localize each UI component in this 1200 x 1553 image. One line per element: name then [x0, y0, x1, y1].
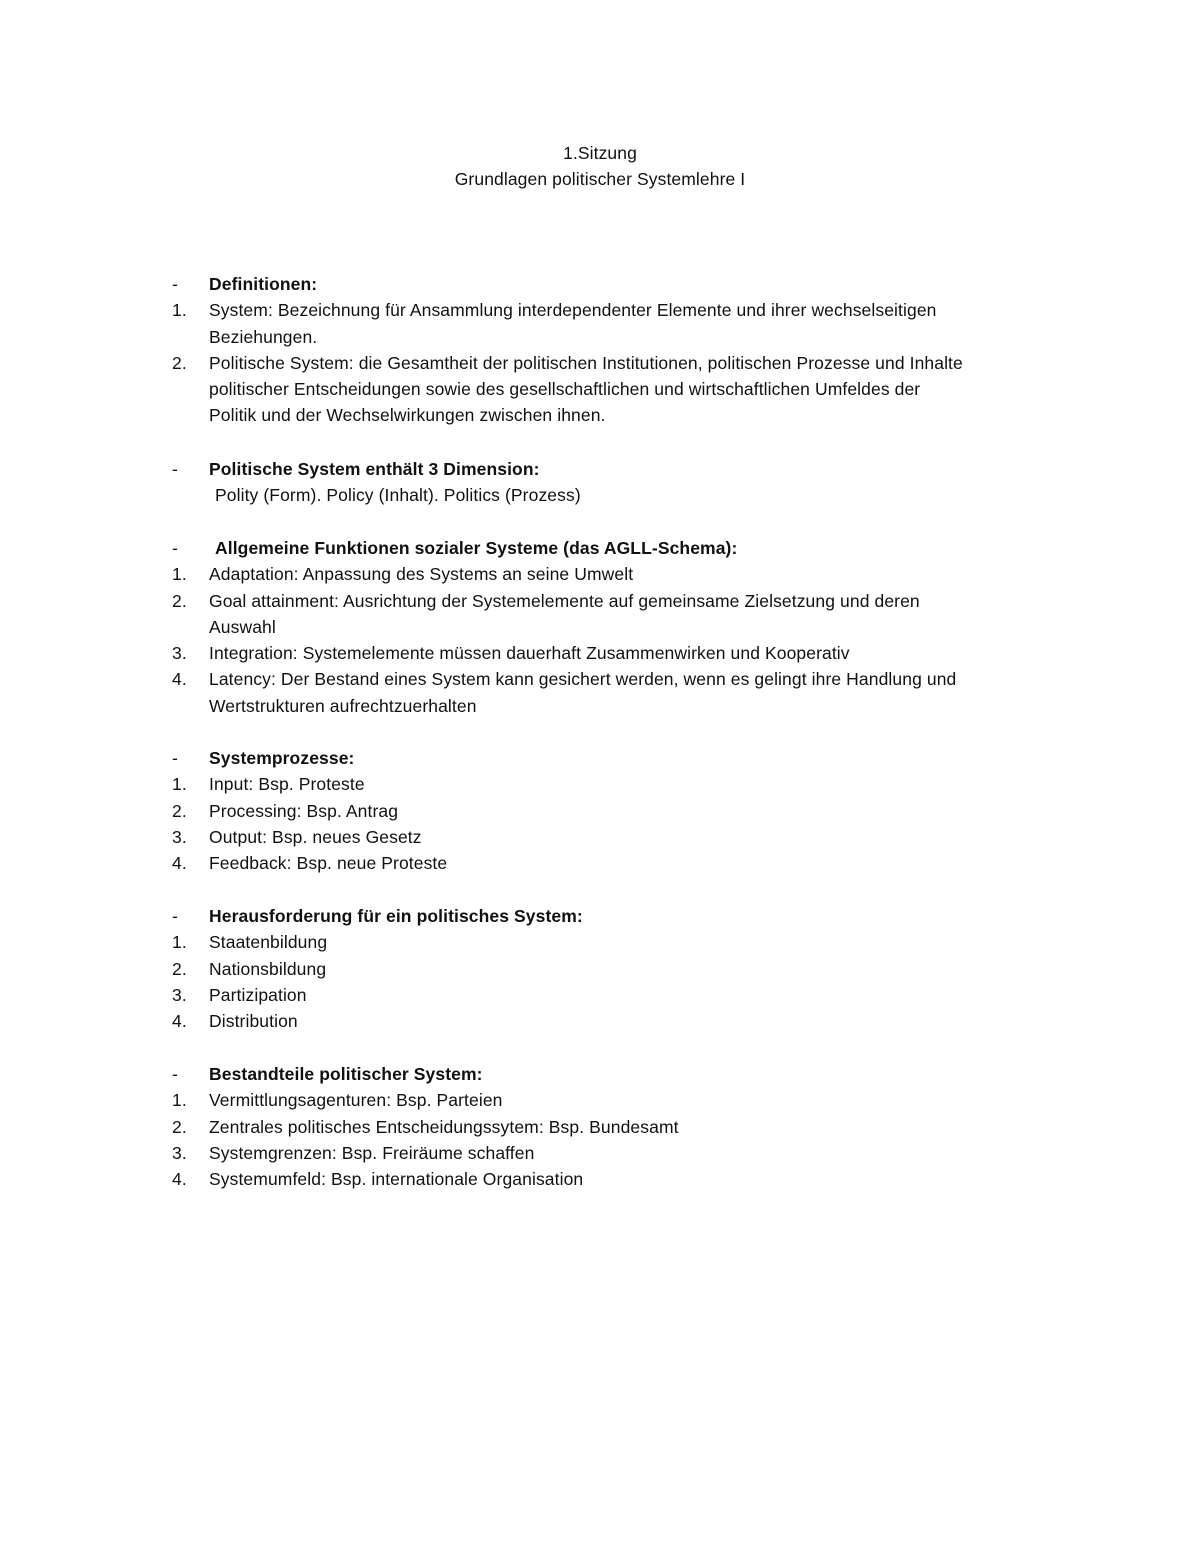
- list-item-text: Feedback: Bsp. neue Proteste: [209, 853, 448, 874]
- list-item-text: Partizipation: [209, 984, 307, 1005]
- section-heading-row: [0, 1061, 1200, 1087]
- list-item-text: Zentrales politisches Entscheidungssytem: Bsp. Bundesamt: [209, 1116, 679, 1137]
- list-number: 3.: [172, 1142, 187, 1163]
- list-item: [0, 1140, 1200, 1166]
- list-number: 2.: [172, 1116, 187, 1137]
- list-item-text: Adaptation: Anpassung des Systems an seine Umwelt: [209, 564, 634, 585]
- list-item: [0, 561, 1200, 587]
- section-heading-row: [0, 271, 1200, 297]
- dimensions-text: Polity (Form). Policy (Inhalt). Politics (Prozess): [215, 485, 581, 506]
- list-item: [0, 1166, 1200, 1192]
- list-item-text: Beziehungen.: [209, 326, 318, 347]
- list-item-text: Auswahl: [209, 616, 276, 637]
- list-item-continuation: [0, 324, 1200, 350]
- list-number: 4.: [172, 669, 187, 690]
- list-number: 2.: [172, 590, 187, 611]
- list-item: [0, 1087, 1200, 1113]
- list-item-text: Staatenbildung: [209, 932, 328, 953]
- list-item-text: Output: Bsp. neues Gesetz: [209, 826, 422, 847]
- list-item: [0, 956, 1200, 982]
- list-number: 1.: [172, 774, 187, 795]
- list-item: [0, 588, 1200, 614]
- list-item-text: politischer Entscheidungen sowie des gesellschaftlichen und wirtschaftlichen Umfeldes der: [209, 379, 921, 400]
- section-heading-row: [0, 535, 1200, 561]
- section-systemprozesse: [0, 745, 1200, 876]
- list-item-text: Politik und der Wechselwirkungen zwischen ihnen.: [209, 405, 606, 426]
- dash-bullet: -: [172, 538, 178, 558]
- dash-bullet: -: [172, 906, 178, 926]
- section-heading: Bestandteile politischer System:: [209, 1064, 483, 1084]
- section-heading-row: [0, 745, 1200, 771]
- list-number: 3.: [172, 826, 187, 847]
- list-number: 1.: [172, 932, 187, 953]
- list-item-text: Systemumfeld: Bsp. internationale Organisation: [209, 1169, 584, 1190]
- list-item-continuation: [0, 402, 1200, 428]
- dimensions-line: [0, 482, 1200, 508]
- list-number: 4.: [172, 1011, 187, 1032]
- list-item-continuation: [0, 376, 1200, 402]
- list-item: [0, 850, 1200, 876]
- list-item: [0, 1008, 1200, 1034]
- list-item-text: Systemgrenzen: Bsp. Freiräume schaffen: [209, 1142, 535, 1163]
- list-number: 4.: [172, 1169, 187, 1190]
- list-item: [0, 798, 1200, 824]
- list-item-text: Latency: Der Bestand eines System kann gesichert werden, wenn es gelingt ihre Handlung und: [209, 669, 957, 690]
- section-heading-row: [0, 456, 1200, 482]
- list-item-continuation: [0, 693, 1200, 719]
- dash-bullet: -: [172, 274, 178, 294]
- section-herausforderung: [0, 903, 1200, 1034]
- section-bestandteile: [0, 1061, 1200, 1192]
- list-item-text: Nationsbildung: [209, 958, 327, 979]
- section-heading: Systemprozesse:: [209, 748, 355, 768]
- list-item: [0, 982, 1200, 1008]
- dash-bullet: -: [172, 1064, 178, 1084]
- list-item: [0, 350, 1200, 376]
- list-number: 3.: [172, 984, 187, 1005]
- list-number: 2.: [172, 800, 187, 821]
- section-definitionen: [0, 271, 1200, 429]
- session-title: 1.Sitzung: [563, 143, 637, 163]
- section-heading: Definitionen:: [209, 274, 318, 294]
- list-number: 4.: [172, 853, 187, 874]
- list-item-text: Distribution: [209, 1011, 298, 1032]
- section-funktionen: [0, 535, 1200, 719]
- list-item: [0, 824, 1200, 850]
- list-item-continuation: [0, 614, 1200, 640]
- list-item-text: Politische System: die Gesamtheit der politischen Institutionen, politischen Prozesse und Inhalte: [209, 352, 963, 373]
- section-heading-row: [0, 903, 1200, 929]
- list-number: 1.: [172, 1090, 187, 1111]
- list-item: [0, 929, 1200, 955]
- section-heading: Allgemeine Funktionen sozialer Systeme (das AGLL-Schema):: [215, 538, 738, 558]
- list-item-text: Processing: Bsp. Antrag: [209, 800, 399, 821]
- list-number: 1.: [172, 564, 187, 585]
- list-item-text: Vermittlungsagenturen: Bsp. Parteien: [209, 1090, 503, 1111]
- list-item: [0, 666, 1200, 692]
- dash-bullet: -: [172, 748, 178, 768]
- list-item: [0, 1114, 1200, 1140]
- list-item-text: Input: Bsp. Proteste: [209, 774, 365, 795]
- list-item-text: Integration: Systemelemente müssen dauerhaft Zusammenwirken und Kooperativ: [209, 643, 850, 664]
- list-item-text: Wertstrukturen aufrechtzuerhalten: [209, 695, 477, 716]
- list-number: 1.: [172, 300, 187, 321]
- section-dimensionen: [0, 456, 1200, 509]
- list-item: [0, 771, 1200, 797]
- section-heading: Politische System enthält 3 Dimension:: [209, 459, 540, 479]
- section-heading: Herausforderung für ein politisches System:: [209, 906, 583, 926]
- document-subtitle: Grundlagen politischer Systemlehre I: [454, 169, 746, 189]
- list-item-text: Goal attainment: Ausrichtung der Systemelemente auf gemeinsame Zielsetzung und deren: [209, 590, 920, 611]
- list-number: 2.: [172, 958, 187, 979]
- list-number: 2.: [172, 352, 187, 373]
- list-item: [0, 297, 1200, 323]
- list-item-text: System: Bezeichnung für Ansammlung interdependenter Elemente und ihrer wechselseitigen: [209, 300, 937, 321]
- list-number: 3.: [172, 643, 187, 664]
- dash-bullet: -: [172, 459, 178, 479]
- list-item: [0, 640, 1200, 666]
